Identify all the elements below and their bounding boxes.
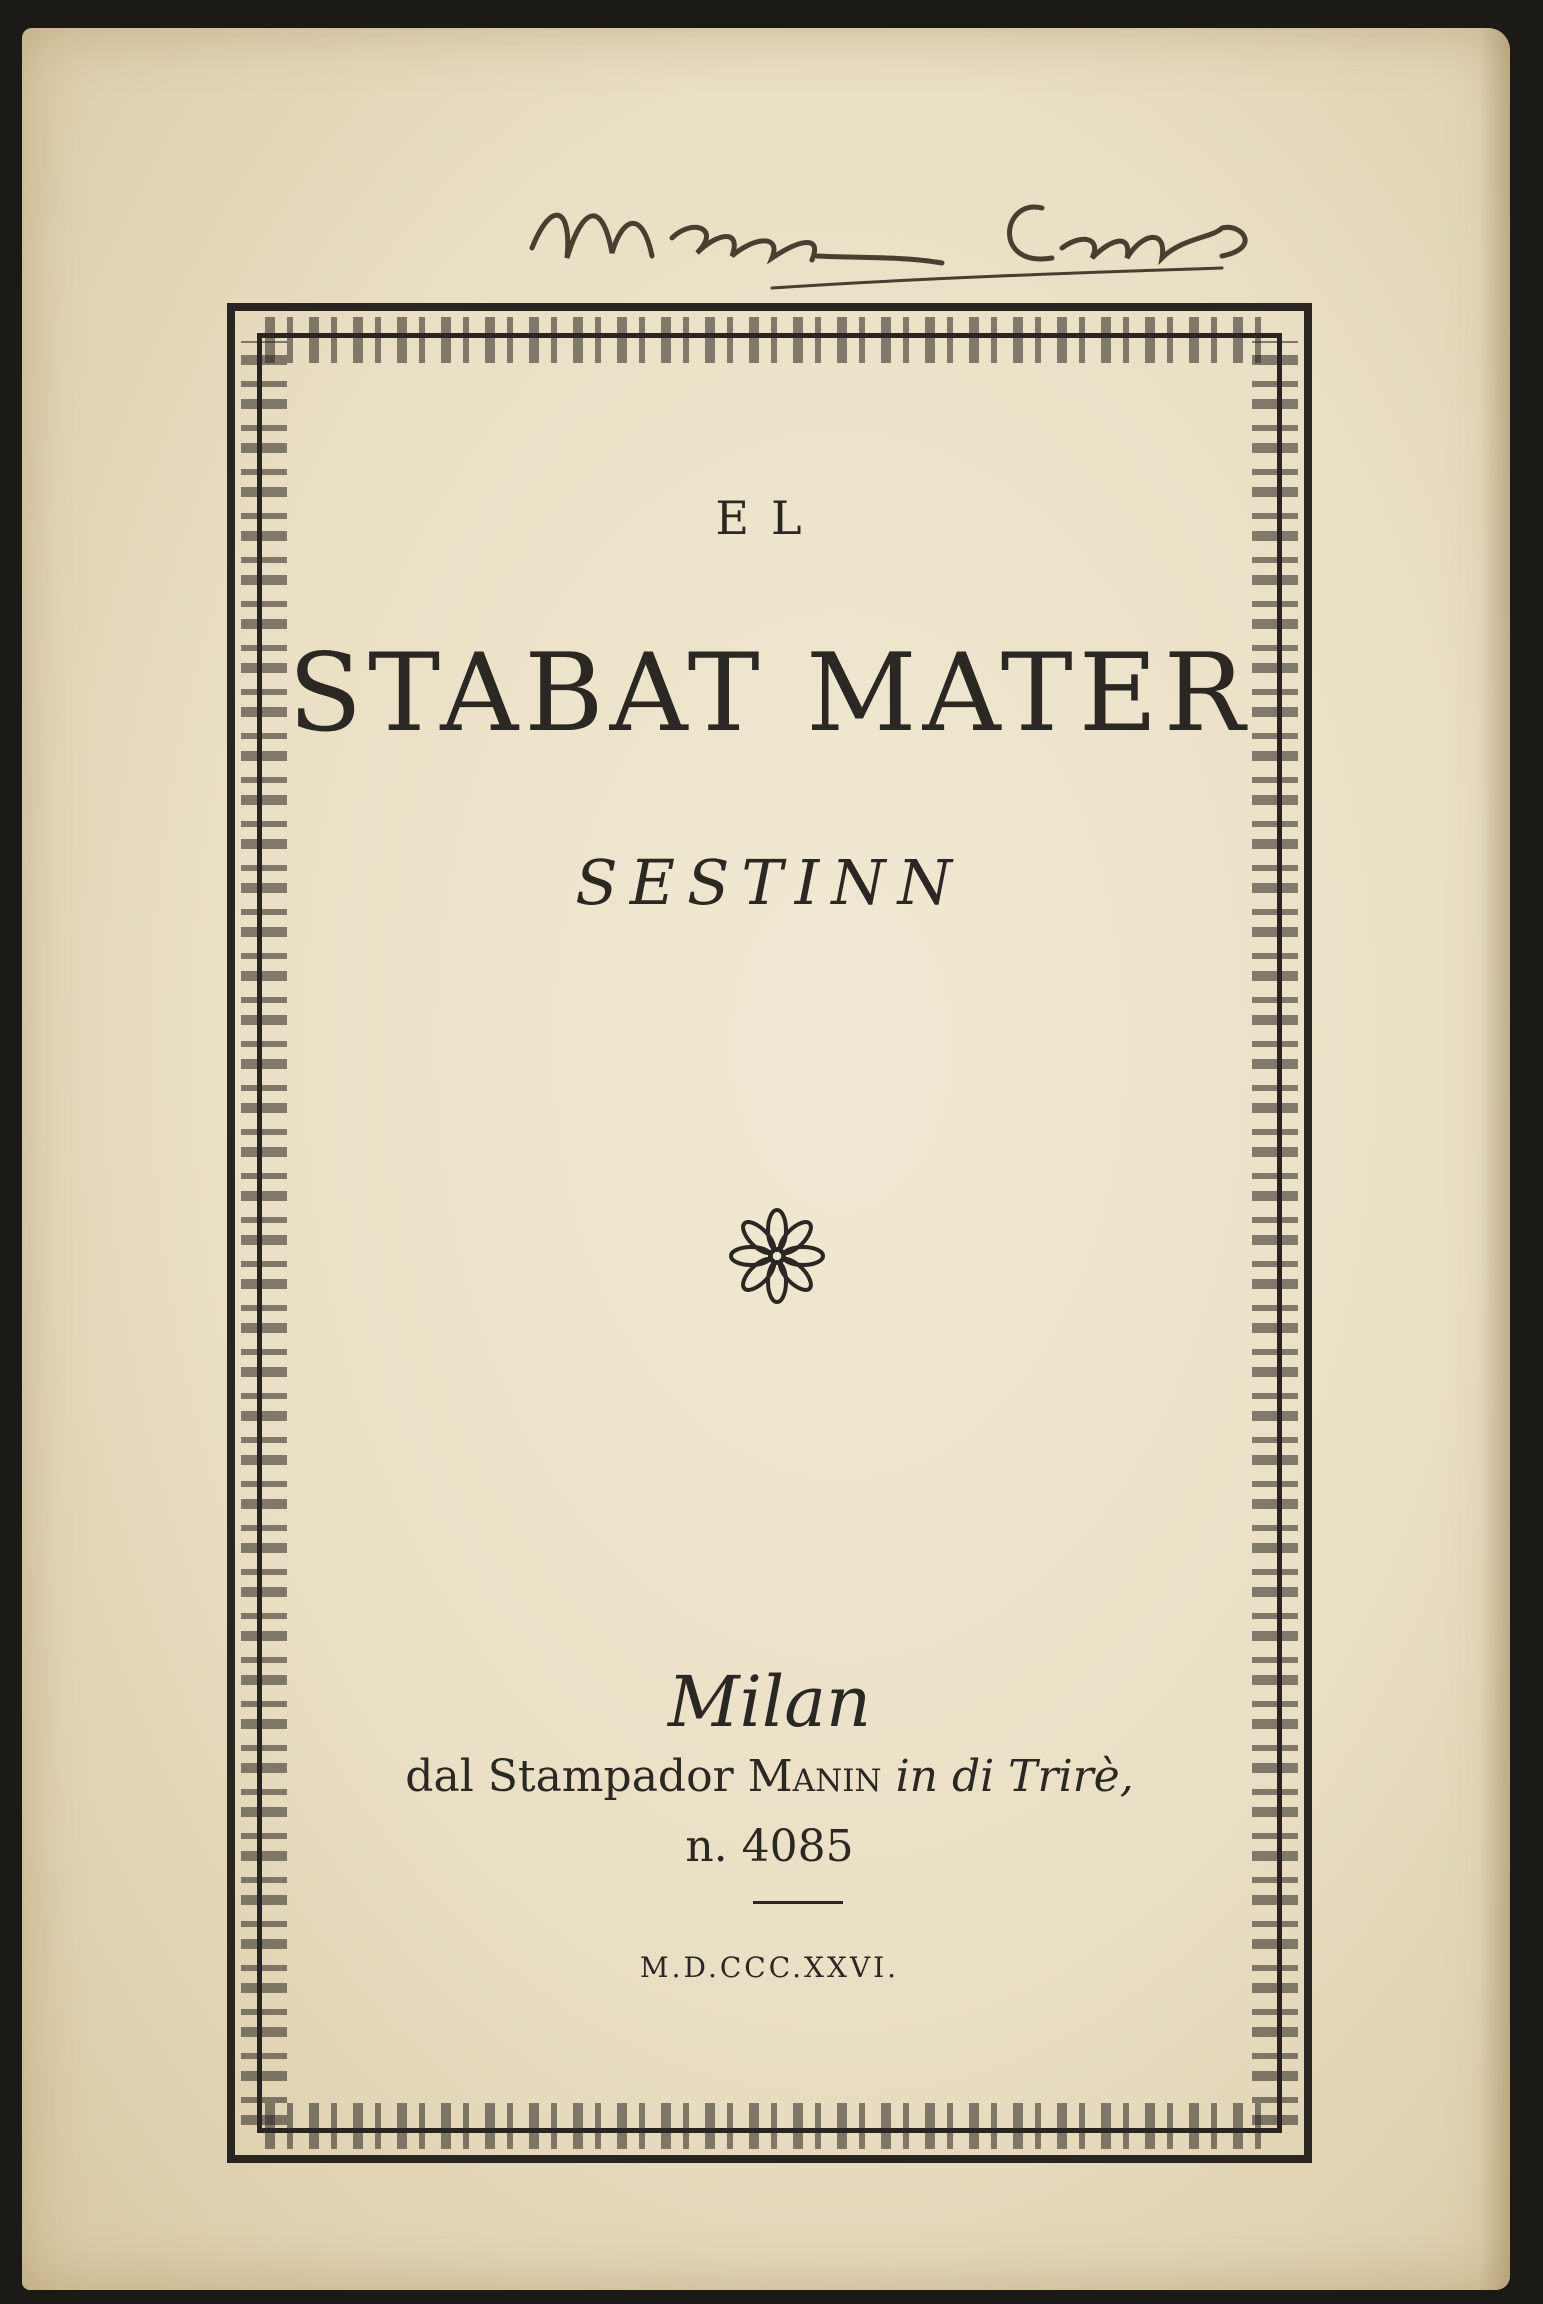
subtitle: SESTINN: [575, 846, 964, 919]
handwritten-signature: [522, 138, 1322, 308]
title-article: EL: [715, 491, 824, 545]
printer-name: Manin: [747, 1751, 882, 1802]
title-page: [22, 28, 1510, 2290]
imprint-printer: [235, 1751, 1304, 1802]
imprint-number: n. 4085: [685, 1821, 854, 1872]
imprint-date: M.D.CCC.XXVI.: [639, 1951, 900, 1984]
printer-prefix: dal Stampador: [405, 1751, 734, 1802]
printer-location: in di Trirè,: [895, 1751, 1134, 1802]
decorative-border: [227, 303, 1312, 2163]
flower-ornament-icon: [727, 1206, 827, 1306]
page-edge: [1480, 28, 1510, 2290]
imprint-city: Milan: [667, 1661, 872, 1743]
main-title: STABAT MATER: [288, 631, 1251, 756]
divider-rule: [753, 1901, 843, 1904]
